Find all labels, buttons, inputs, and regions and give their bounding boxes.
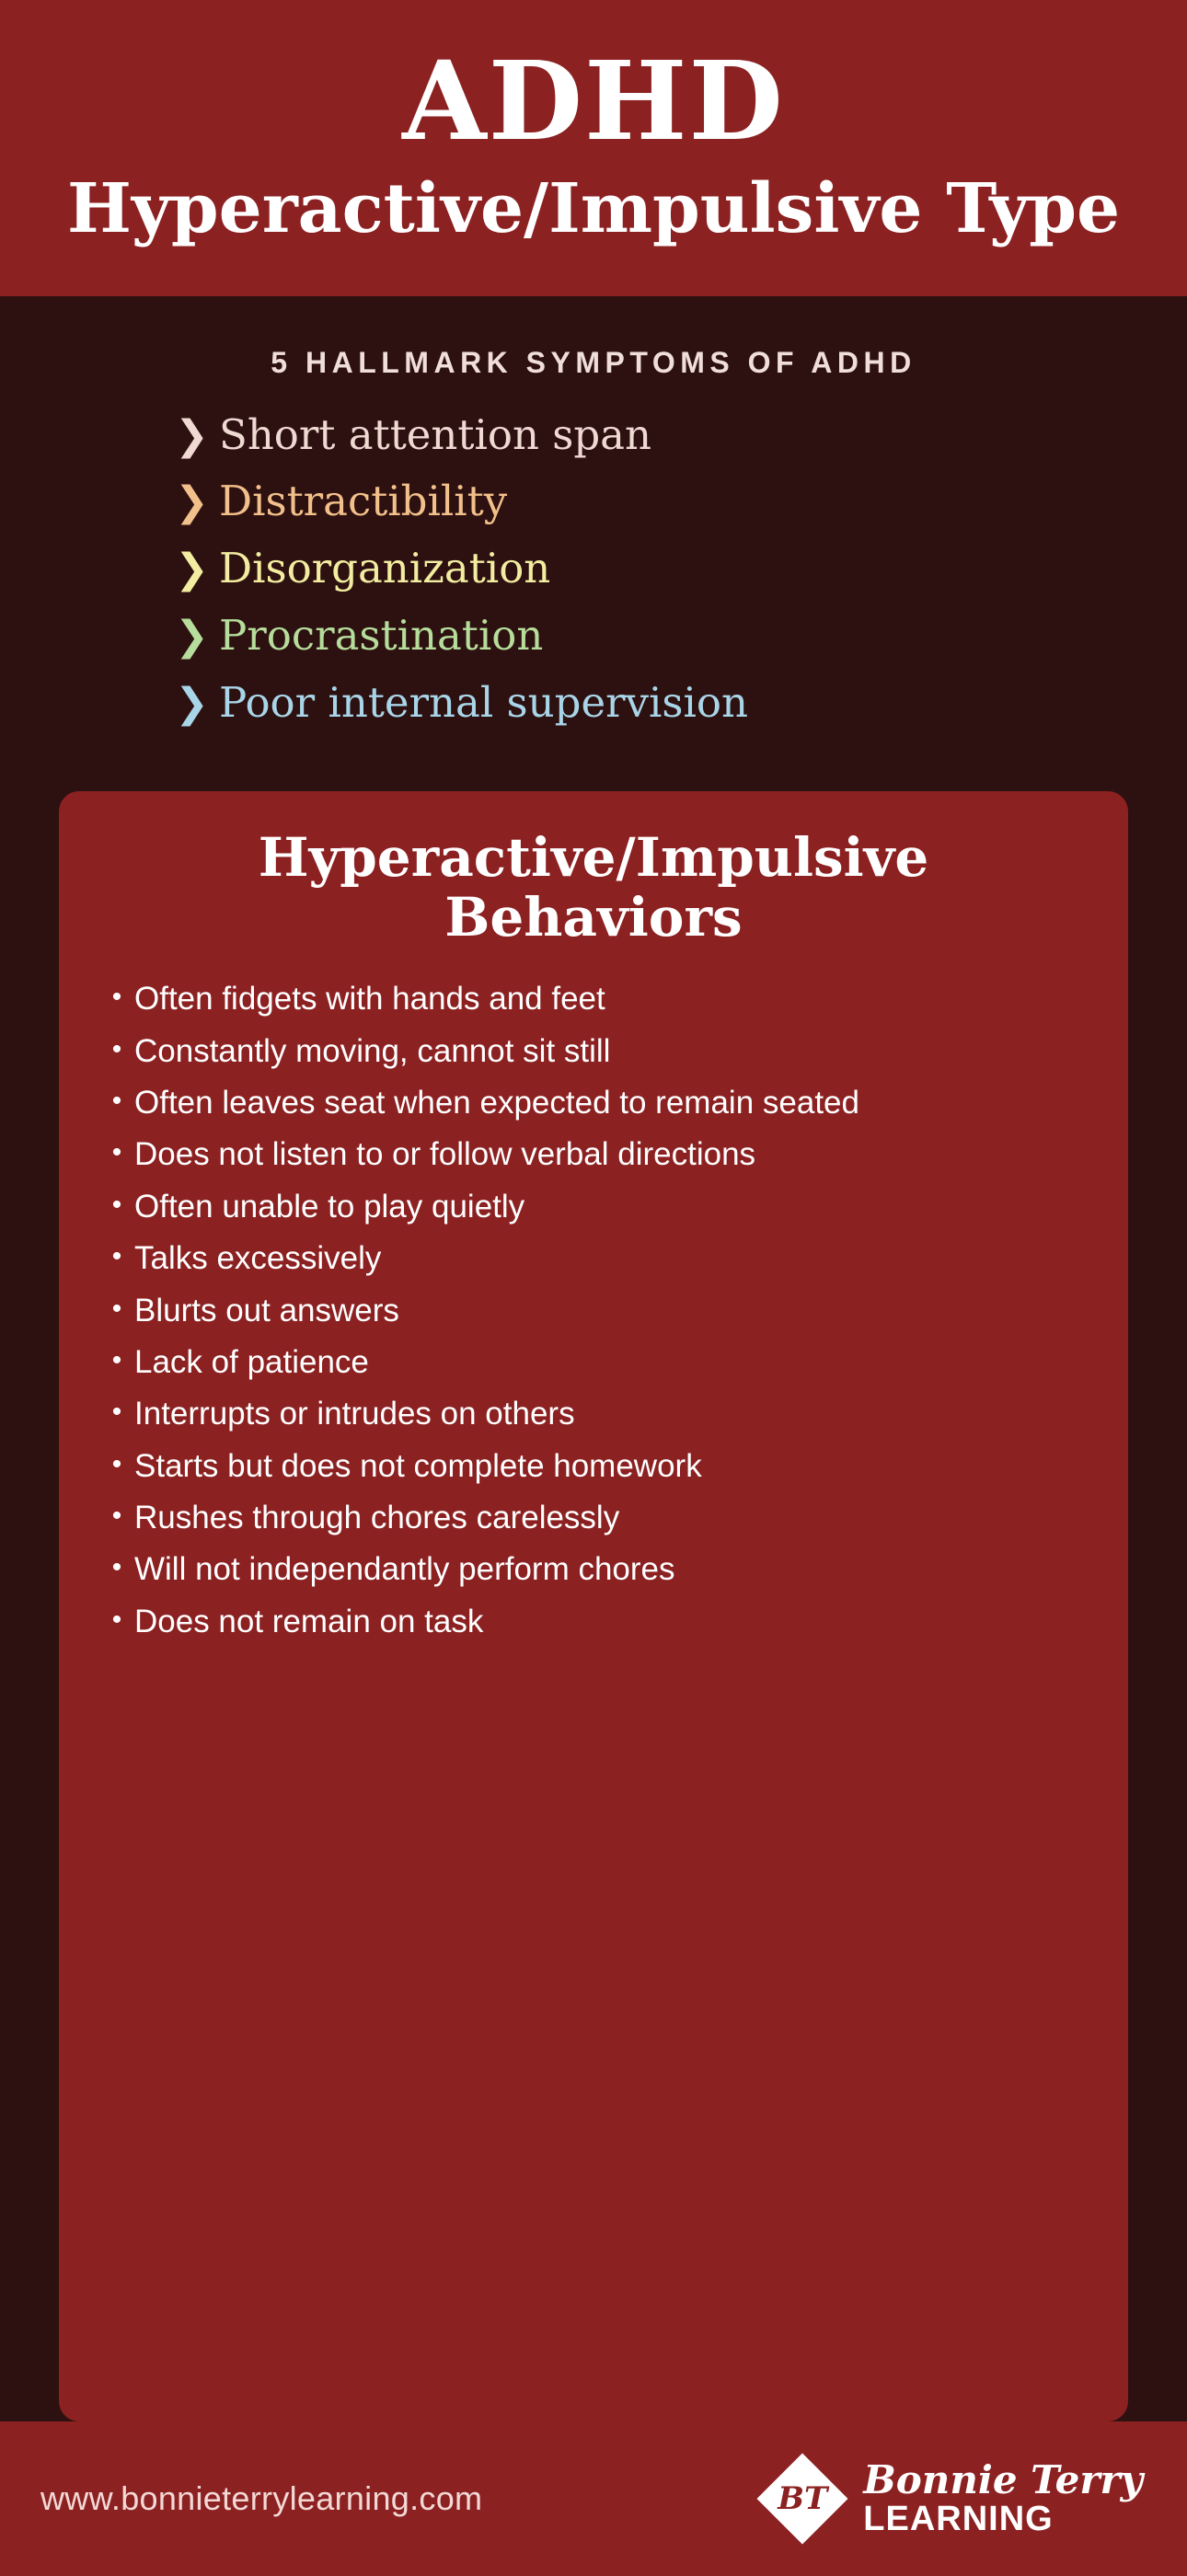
logo-monogram: BT [778,2480,828,2517]
behavior-label: Interrupts or intrudes on others [134,1396,575,1432]
symptom-label: Poor internal supervision [219,677,748,727]
bullet-icon: • [111,1501,122,1532]
bullet-icon: • [111,1344,122,1375]
chevron-right-icon: ❯ [175,546,209,592]
symptom-label: Procrastination [219,610,544,660]
symptom-label: Short attention span [219,409,651,459]
behaviors-card-title: Hyperactive/Impulsive Behaviors [258,826,929,949]
list-item [99,1187,1088,1226]
behavior-label: Rushes through chores carelessly [134,1500,620,1536]
bullet-icon: • [111,1033,122,1064]
behavior-label: Often unable to play quietly [134,1188,525,1225]
chevron-right-icon: ❯ [175,411,209,459]
brand-name-line1: Bonnie Terry [863,2457,1143,2502]
diamond-logo-icon [758,2455,847,2543]
list-item [99,1134,1088,1174]
list-item [99,1549,1088,1589]
list-item [99,1238,1088,1278]
behavior-label: Does not remain on task [134,1603,484,1639]
bullet-icon: • [111,1552,122,1583]
chevron-right-icon: ❯ [175,478,209,526]
list-item [175,612,1187,660]
bullet-icon: • [111,1137,122,1168]
list-item [99,1291,1088,1330]
behavior-label: Starts but does not complete homework [134,1447,702,1484]
bullet-icon: • [111,1241,122,1272]
behavior-label: Lack of patience [134,1343,369,1380]
website-url[interactable]: www.bonnieterrylearning.com [40,2479,483,2517]
footer-bar [0,2421,1187,2576]
bullet-icon: • [111,1397,122,1428]
list-item [99,1446,1088,1486]
list-item [175,477,1187,525]
behaviors-card [59,791,1128,2421]
brand-name-line2: LEARNING [863,2500,1054,2538]
bullet-icon: • [111,1293,122,1324]
list-item [99,979,1088,1018]
list-item [99,1342,1088,1382]
list-item [99,1394,1088,1433]
behavior-label: Talks excessively [134,1240,382,1277]
symptoms-heading: 5 HALLMARK SYMPTOMS OF ADHD [271,345,916,379]
brand-logo [758,2455,1143,2543]
symptoms-list [0,411,1187,727]
symptoms-section [0,296,1187,770]
chevron-right-icon: ❯ [175,612,209,660]
behavior-label: Blurts out answers [134,1292,399,1328]
behaviors-card-wrapper [0,769,1187,2421]
list-item [99,1602,1088,1641]
header-banner [0,0,1187,296]
behavior-label: Will not independantly perform chores [134,1551,675,1588]
list-item [175,545,1187,592]
behavior-label: Does not listen to or follow verbal directions [134,1136,756,1173]
list-item [175,679,1187,727]
symptom-label: Distractibility [219,477,508,526]
symptom-label: Disorganization [219,544,551,592]
behavior-label: Constantly moving, cannot sit still [134,1032,611,1069]
brand-name [863,2457,1143,2538]
behavior-label: Often leaves seat when expected to remain seated [134,1084,859,1121]
list-item [99,1031,1088,1071]
behaviors-list [99,979,1088,1641]
bullet-icon: • [111,982,122,1013]
page-subtitle: Hyperactive/Impulsive Type [66,168,1121,248]
bullet-icon: • [111,1448,122,1479]
list-item [99,1498,1088,1537]
bullet-icon: • [111,1604,122,1635]
bullet-icon: • [111,1189,122,1220]
page-title: ADHD [402,37,785,165]
list-item [175,411,1187,459]
chevron-right-icon: ❯ [175,679,209,727]
bullet-icon: • [111,1085,122,1116]
list-item [99,1083,1088,1122]
behavior-label: Often fidgets with hands and feet [134,981,605,1018]
